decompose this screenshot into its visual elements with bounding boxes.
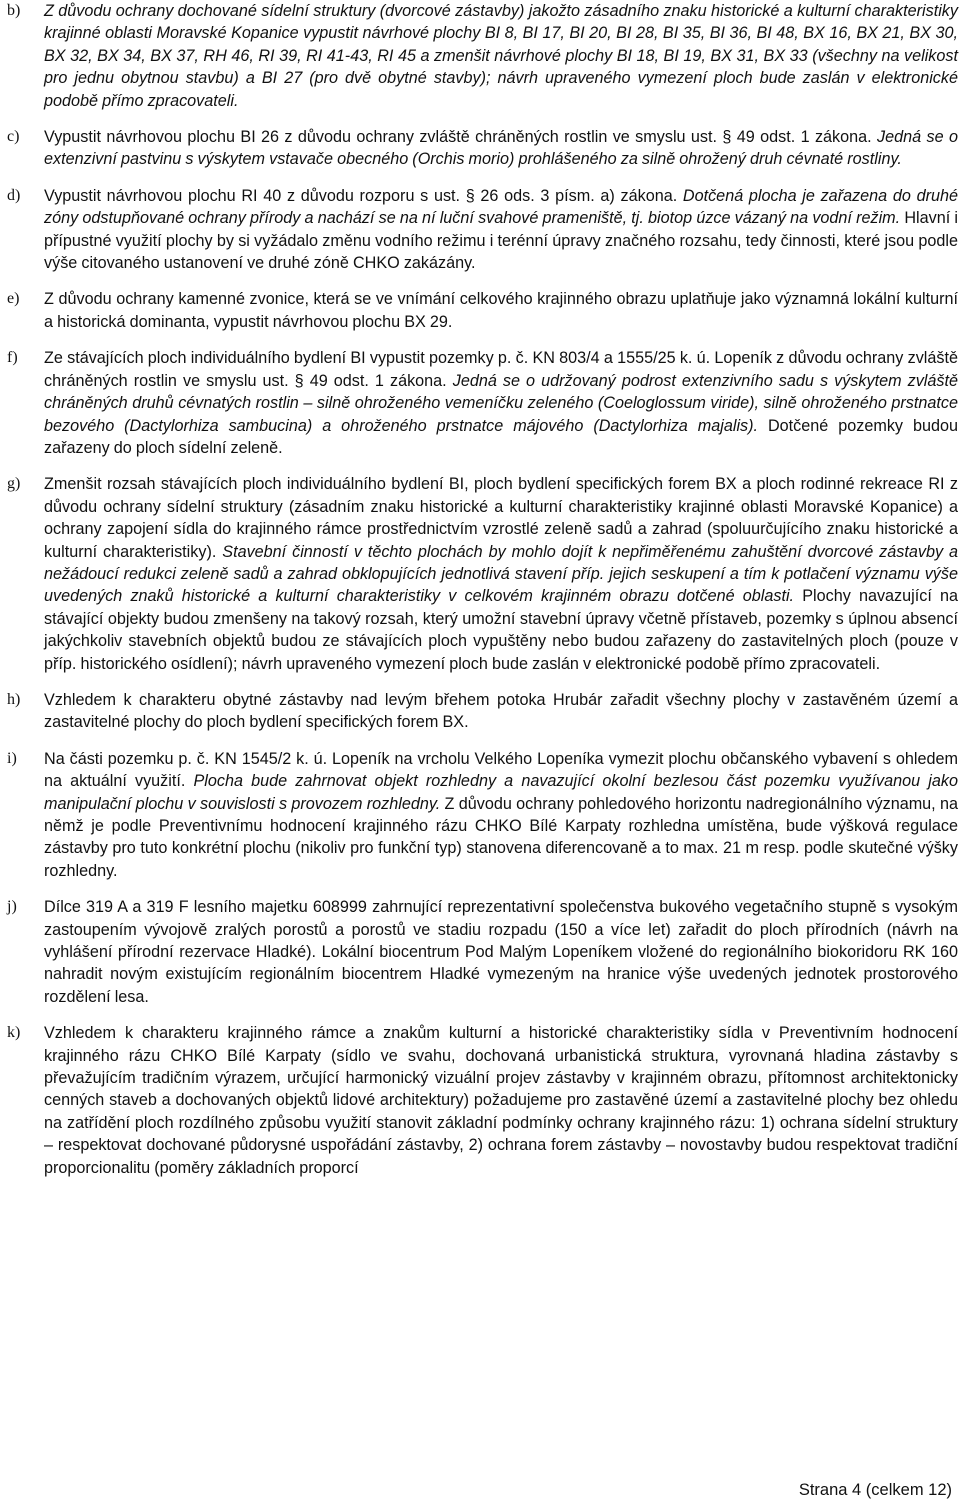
text-segment: Jedná se o extenzivní pastvinu s výskytem vstavače obecného (Orchis morio) prohlášeného za silně ohrožený druh cévnaté rostliny. bbox=[44, 128, 958, 169]
text-segment: Ze stávajících ploch individuálního bydlení BI vypustit pozemky p. č. KN 803/4 a 1555/25 k. ú. Lopeník z důvodu ochrany zvláště chráněných rostlin ve smyslu ust. § 49 odst. 1 zákona. bbox=[44, 349, 958, 390]
list-item-j bbox=[7, 896, 958, 1008]
list-item-h bbox=[7, 689, 958, 734]
text-segment: Vzhledem k charakteru krajinného rámce a znakům kulturní a historické charakteristiky sídla v Preventivním hodnocení krajinného rázu CHKO Bílé Karpaty (sídlo ve svahu, dochovaná urbanistická struktura, vyrovnaná hladina zástavby s převažujícím tradičním výrazem, určující harmonický vizuální projev zástavby v krajinném obrazu, přítomnost architektonicky cenných staveb a dochovaných objektů lidové architektury) požadujeme pro zastavěné území a zastavitelné plochy bez ohledu na zatřídění ploch rozdílného způsobu využití stanovit základní podmínky ochrany krajinného rázu: 1) ochrana sídelní struktury – respektovat dochované půdorysné uspořádání zástavby, 2) ochrana forem zástavby – novostavby budou respektovat tradiční proporcionalitu (poměry základních proporcí bbox=[44, 1024, 958, 1177]
text-segment: Plocha bude zahrnovat objekt rozhledny a navazující okolní bezlesou část pozemku využívanou jako manipulační plochu v souvislosti s provozem rozhledny. bbox=[44, 772, 958, 813]
text-segment: Plochy navazující na stávající objekty budou zmenšeny na takový rozsah, který umožní stavební úpravy včetně přístaveb, pozemky s úplnou absencí jakýchkoliv stavebních objektů budou ze stávajících ploch vypuštěny nebo budou zařazeny do zastavitelných ploch (pouze v příp. historického osídlení); návrh upraveného vymezení ploch bude zaslán v elektronické podobě přímo zpracovateli. bbox=[44, 587, 958, 673]
text-segment: Vypustit návrhovou plochu BI 26 z důvodu ochrany zvláště chráněných rostlin ve smyslu ust. § 49 odst. 1 zákona. bbox=[44, 128, 872, 147]
list-marker: f) bbox=[7, 349, 18, 367]
list-item-g bbox=[7, 473, 958, 675]
paragraph-text bbox=[44, 185, 958, 275]
list-marker: i) bbox=[7, 749, 17, 767]
text-segment: Jedná se o udržovaný podrost extenzivního sadu s výskytem zvláště chráněných druhů cévnatých rostlin – silně ohroženého vemeníčku zeleného (Coeloglossum viride), silně ohroženého prstnatce bezového (Dactylorhiza sambucina) a ohroženého prstnatce májového (Dactylorhiza majalis). bbox=[44, 371, 958, 435]
text-segment: Z důvodu ochrany pohledového horizontu nadregionálního významu, na němž je podle Preventivnímu hodnocení krajinného rázu CHKO Bílé Karpaty rozhledna umístěna, bude výšková regulace zástavby pro tuto konkrétní plochu (nikoliv pro funkční typ) stanovena diferencovaně a to max. 21 m resp. podle skutečné výšky rozhledny. bbox=[44, 794, 958, 880]
list-item-d bbox=[7, 185, 958, 275]
document-body bbox=[7, 0, 958, 1179]
list-marker: b) bbox=[7, 2, 21, 19]
text-segment: Z důvodu ochrany kamenné zvonice, která se ve vnímání celkového krajinného obrazu uplatňuje jako významná lokální kulturní a historická dominanta, vypustit návrhovou plochu BX 29. bbox=[44, 290, 958, 331]
list-marker: e) bbox=[7, 290, 20, 308]
list-item-k bbox=[7, 1022, 958, 1179]
paragraph-text bbox=[44, 896, 958, 1008]
list-marker: d) bbox=[7, 186, 21, 204]
text-segment: Dílce 319 A a 319 F lesního majetku 608999 zahrnující reprezentativní společenstva bukového vegetačního stupně s vysokým zastoupením vývojově zralých porostů a porostů ve stadiu rozpadu (150 a více let) zařadit do ploch přírodních (návrh na vyhlášení přírodní rezervace Hladké). Lokální biocentrum Pod Malým Lopeníkem vložené do regionálního biokoridoru RK 160 nahradit novým existujícím regionálním biocentrem Hladké vymezeným na hranice výše uvedených jednotek prostorového rozdělení lesa. bbox=[44, 898, 958, 1006]
list-marker: g) bbox=[7, 475, 21, 493]
text-segment: Dotčené pozemky budou zařazeny do ploch sídelní zeleně. bbox=[44, 416, 958, 457]
text-segment: Hlavní i přípustné využití plochy by si vyžádalo změnu vodního režimu i terénní úpravy značného rozsahu, tedy činnosti, které jsou podle výše citovaného ustanovení ve druhé zóně CHKO zakázány. bbox=[44, 209, 958, 273]
text-segment: Na části pozemku p. č. KN 1545/2 k. ú. Lopeník na vrcholu Velkého Lopeníka vymezit plochu občanského vybavení s ohledem na aktuální využití. bbox=[44, 749, 958, 791]
list-item-c bbox=[7, 126, 958, 171]
paragraph-text bbox=[44, 288, 958, 333]
text-segment: Vzhledem k charakteru obytné zástavby nad levým břehem potoka Hrubár zařadit všechny plochy v zastavěném území a zastavitelné plochy do ploch bydlení specifických forem BX. bbox=[44, 690, 958, 732]
text-segment: Stavební činností v těchto plochách by mohlo dojít k nepřiměřenému zahuštění dvorcové zástavby a nežádoucí redukci zeleně sadů a zahrad obklopujících jednotlivá stavení příp. jejich seskupení a tím k potlačení významu výše uvedených znaků historické a kulturní charakteristiky v celkovém krajinném obrazu dotčené oblasti. bbox=[44, 542, 958, 606]
text-segment: Z důvodu ochrany dochované sídelní struktury (dvorcové zástavby) jakožto zásadního znaku historické a kulturní charakteristiky krajinné oblasti Moravské Kopanice vypustit návrhové plochy BI 8, BI 17, BI 20, BI 28, BI 35, BI 36, BI 48, BX 16, BX 21, BX 30, BX 32, BX 34, BX 37, RH 46, RI 39, RI 41-43, RI 45 a zmenšit návrhové plochy BI 18, BI 19, BX 31, BX 33 (všechny na velikost pro jednu obytnou stavbu) a BI 27 (pro dvě obytné stavby); návrh upraveného vymezení ploch bude zaslán v elektronické podobě přímo zpracovateli. bbox=[44, 2, 958, 110]
paragraph-text bbox=[44, 689, 958, 734]
paragraph-text bbox=[44, 748, 958, 882]
list-marker: h) bbox=[7, 690, 21, 708]
text-segment: Vypustit návrhovou plochu RI 40 z důvodu rozporu s ust. § 26 ods. 3 písm. a) zákona. bbox=[44, 186, 678, 205]
paragraph-text bbox=[44, 1022, 958, 1179]
paragraph-text bbox=[44, 347, 958, 459]
list-item-i bbox=[7, 748, 958, 882]
paragraph-text bbox=[44, 0, 958, 112]
text-segment: Zmenšit rozsah stávajících ploch individuálního bydlení BI, ploch bydlení specifických forem BX a ploch rodinné rekreace RI z důvodu ochrany sídelní struktury (zásadním znaku historické a kulturní charakteristiky krajinné oblasti Moravské Kopanice) a ochrany zapojení sídla do krajinného rámce prostřednictvím vzrostlé zeleně sadů a zahrad (spoluurčujícího znaku historické a kulturní charakteristiky). bbox=[44, 475, 958, 561]
list-item-e bbox=[7, 288, 958, 333]
list-marker: k) bbox=[7, 1024, 21, 1042]
paragraph-text bbox=[44, 126, 958, 171]
page-number: Strana 4 (celkem 12) bbox=[798, 1481, 952, 1499]
paragraph-text bbox=[44, 473, 958, 675]
list-marker: c) bbox=[7, 128, 20, 146]
list-item-f bbox=[7, 347, 958, 459]
list-marker: j) bbox=[7, 898, 17, 916]
text-segment: Dotčená plocha je zařazena do druhé zóny odstupňované ochrany přírody a nachází se na ní luční svahové prameniště, tj. biotop úzce vázaný na vodní režim. bbox=[44, 186, 958, 228]
list-item-b bbox=[7, 0, 958, 112]
